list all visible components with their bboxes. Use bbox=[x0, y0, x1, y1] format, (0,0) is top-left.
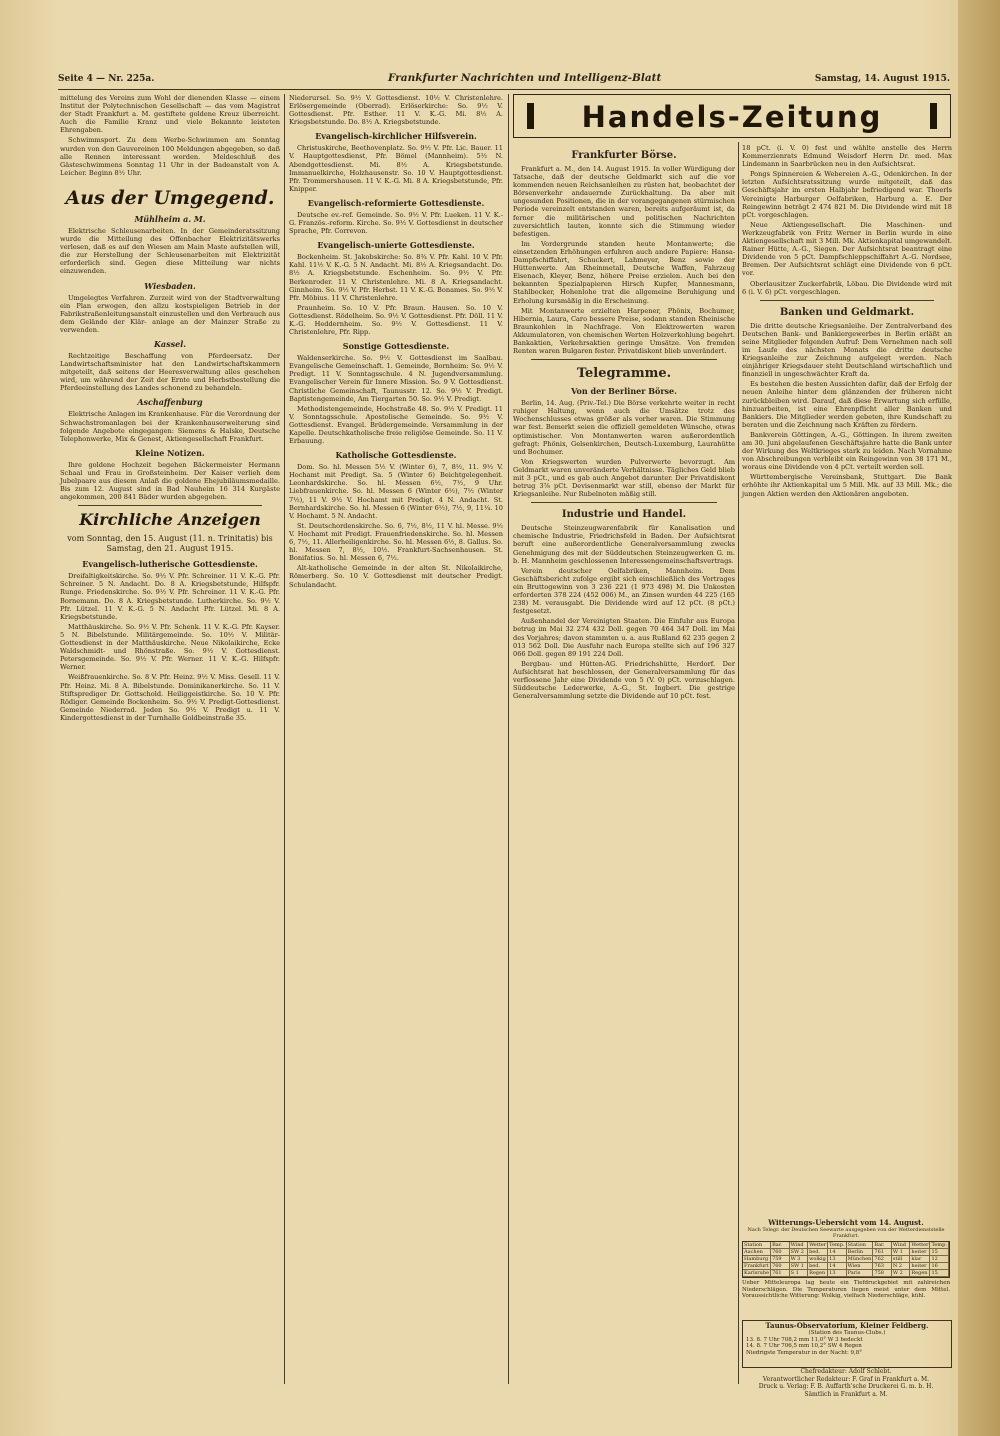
page-edge-shadow bbox=[958, 0, 1000, 1436]
weather-cell: 761 bbox=[873, 1249, 892, 1256]
article-text: Elektrische Anlagen im Krankenhause. Für die Verordnung der Schwachstromanlagen bei der Krankenhauserweiterung sind folgende Angebote eingegangen: Siemens & Halske, Deutsche Telephonwerke, Mix & Genest, Aktiengesellschaft Frankfurt. bbox=[60, 410, 280, 443]
imprint-line: Chefredakteur: Adolf Schlebt. bbox=[800, 1368, 892, 1375]
weather-cell: bed. bbox=[808, 1263, 828, 1270]
observatory-row: 14. 8. 7 Uhr 706,5 mm 10,2° SW 4 Regen bbox=[746, 1343, 862, 1349]
column-2 bbox=[289, 94, 503, 1384]
weather-cell: Karlsruhe bbox=[744, 1270, 770, 1276]
article-text: St. Deutschordenskirche. So. 6, 7½, 8½, 11 V. hl. Messe. 9½ V. Hochamt mit Predigt. Frauenfriedenskirche. So. hl. Messen 6, 7½, 11. Allerheiligenkirche. So. hl. Messen 6½, 8. Gallus. So. hl. Messen 7, 8½, 10½. Frankfurt-Sachsenhausen. St. Bonifatius. So. hl. Messen 6, 7½. bbox=[289, 521, 503, 563]
place-heading: Aschaffenburg bbox=[137, 397, 203, 408]
article-text: Matthäuskirche. So. 9½ V. Pfr. Schenk. 11 V. K.-G. Pfr. Kayser. 5 N. Bibelstunde. Militärgemeinde. So. 10½ V. Militär-Gottesdienst in der Matthäuskirche. Neue Nikolaikirche, Ecke Waldschmidt- und Rhönstraße. So. 9½ V. Gottesdienst. Petersgemeinde. So. 9½ V. Pfr. Werner. 11 V. K.-G. Hilfspfr. Werner. bbox=[60, 622, 280, 672]
header-rule bbox=[58, 89, 950, 90]
article-text: Praunheim. So. 10 V. Pfr. Braun. Hausen. So. 10 V. Gottesdienst. Rödelheim. So. 9½ V. Gottesdienst. Pfr. Döll. 11 V. K.-G. Heddernheim. So. 9½ V. Gottesdienst. 11 V. Christenlehre, Pfr. Ripp. bbox=[289, 303, 503, 337]
weather-header-cell: Station bbox=[743, 1242, 771, 1249]
weather-cell: 760 bbox=[771, 1249, 790, 1256]
weather-cell: 13 bbox=[828, 1270, 847, 1277]
weather-header-cell: Temp. bbox=[930, 1242, 949, 1249]
page-header bbox=[58, 70, 950, 88]
subheading: Frankfurter Börse. bbox=[571, 150, 677, 161]
subheading: Evangelisch-lutherische Gottesdienste. bbox=[82, 559, 258, 570]
page-number: Seite 4 — Nr. 225a. bbox=[58, 74, 155, 84]
observatory-subtitle: (Station des Taunus-Clubs.) bbox=[808, 1330, 886, 1336]
article-text: mittelung des Vereins zum Wohl der dienenden Klasse — einem Institut der Polytechnischen Gesellschaft — das vom Magistrat der Stadt Frankfurt a. M. gestiftete goldene Kreuz überreicht. Auch die Familie Kranz und viele Bekannte leisteten Ehrengaben. bbox=[60, 94, 280, 135]
observatory-box bbox=[742, 1320, 952, 1368]
imprint bbox=[742, 1368, 950, 1398]
observatory-row: 13. 8. 7 Uhr 708,2 mm 11,0° W 3 bedeckt bbox=[746, 1336, 863, 1343]
weather-cell: SW 1 bbox=[790, 1263, 809, 1270]
weather-cell: Aachen bbox=[743, 1249, 771, 1256]
weather-report bbox=[742, 1218, 950, 1318]
subheading: Banken und Geldmarkt. bbox=[779, 306, 915, 318]
article-text: Die dritte deutsche Kriegsanleihe. Der Zentralverband des Deutschen Bank- und Bankiergewerbes in Berlin erläßt an seine Mitglieder folgenden Aufruf: Dem Vernehmen nach soll im Laufe des nächsten Monats die dritte deutsche Kriegsanleihe zur Zeichnung aufgelegt werden. Nach einjähriger Kriegsdauer steht Deutschland wirtschaftlich und finanziell in ungeschwächter Kraft da. bbox=[742, 321, 952, 379]
weather-cell: 15 bbox=[930, 1270, 949, 1277]
weather-cell: 758 bbox=[873, 1270, 892, 1277]
article-text: Waldenserkirche. So. 9½ V. Gottesdienst im Saalbau. Evangelische Gemeinschaft. 1. Gemeinde, Bornheim: So. 9½ V. Predigt. 11 V. Sonntagsschule. 4 N. Jugendversammlung. Evangelischer Verein für Innere Mission. So. 9 V. Gottesdienst. Christliche Gemeinschaft, Taunusstr. 12. So. 9½ V. Predigt. Baptistengemeinde, Am Tiergarten 50. So. 9½ V. Predigt. bbox=[289, 354, 503, 403]
subheading: Industrie und Handel. bbox=[561, 509, 687, 521]
newspaper-title: Frankfurter Nachrichten und Intelligenz-Blatt bbox=[388, 72, 662, 84]
subheading: Evangelisch-reformierte Gottesdienste. bbox=[307, 197, 485, 208]
article-text: Bockenheim. St. Jakobskirche: So. 8¾ V. Pfr. Kahl. 10 V. Pfr. Kahl. 11½ V. K.-G. 5 N. Andacht. Mi. 8½ A. Kriegsandacht. Do. 8½ A. Kriegsbetstunde. Eschenheim. So. 9½ V. Pfr. Berkenroder. 11 V. Christenlehre. Mi. 8 A. Kriegsandacht. Ginnheim. So. 9½ V. Pfr. Herbst. 11 V. K.-G. Bonames. So. 9½ V. Pfr. Möbius. 11 V. Christenlehre. bbox=[289, 253, 503, 302]
weather-cell: 16 bbox=[930, 1263, 949, 1270]
article-text: Außenhandel der Vereinigten Staaten. Die Einfuhr aus Europa betrug im Mai 32 274 432 Doll. gegen 70 464 347 Doll. im Mai des Vorjahres; davon stammten u. a. aus Rußland 62 235 gegen 2 013 562 Doll. Die Ausfuhr nach Europa stellte sich auf 196 327 066 Doll. gegen 89 191 224 Doll. bbox=[513, 617, 735, 658]
weather-header-cell: Wetter bbox=[911, 1242, 929, 1248]
article-text: Weißfrauenkirche. So. 8 V. Pfr. Heinz. 9½ V. Miss. Gesell. 11 V. Pfr. Heinz. Mi. 8 A. Bibelstunde. Dominikanerkirche. So. 11 V. Stiftsprediger Dr. Gottschold. Heiliggeistkirche. So. 10 V. Pfr. Rödiger. Gemeinde Bockenheim. So. 9½ V. Predigt-Gottesdienst. Gemeinde Niederrad. Jeden So. 9½ V. Predigt u. 11 V. Kindergottesdienst in der Turnhalle Goldbeinstraße 35. bbox=[60, 673, 280, 722]
divider bbox=[78, 505, 262, 506]
section-heading: Kirchliche Anzeigen bbox=[79, 510, 261, 530]
weather-cell: 12 bbox=[930, 1256, 949, 1263]
weather-cell: bed. bbox=[808, 1249, 828, 1256]
article-text: Im Vordergrunde standen heute Montanwerte; die einsetzenden Erhöhungen erfuhren auch andere Papiere: Hansa-Dampfschiffahrt, Schuckert, Lahmeyer, Benz sowie der Hüttenwerte. Am Rheinmetall, Deutsche Waffen, Fahrzeug Eisenach, Kleyer, Benz, höhere Preise erzielen. Auch bei den bekannten Spezialpapieren Hirsch Kupfer, Mannesmann, Stahlbocker, Hohenlohe trat die allgemeine Beruhigung und Erholung kursmäßig in die Erscheinung. bbox=[513, 239, 735, 305]
weather-cell: 14 bbox=[828, 1249, 847, 1256]
article-text: Verein deutscher Oelfabriken, Mannheim. Dem Geschäftsbericht zufolge ergibt sich einschließlich des Vortrages ein Bruttogewinn von 3 236 221 (1 973 498) M. Die Unkosten erforderten 378 224 (452 006) M., an Zinsen wurden 44 225 (165 238) M. verausgabt. Die Dividende wird auf 12 pCt. (8 pCt.) festgesetzt. bbox=[513, 566, 735, 616]
banner-bar-right bbox=[930, 103, 937, 129]
weather-cell: wolkig bbox=[808, 1256, 828, 1263]
date-range: vom Sonntag, den 15. August (11. n. Trinitatis) bis Samstag, den 21. August 1915. bbox=[67, 534, 273, 554]
weather-cell: München bbox=[847, 1256, 872, 1262]
imprint-line: Sämtlich in Frankfurt a. M. bbox=[804, 1390, 888, 1398]
article-text: Dreifaltigkeitskirche. So. 9½ V. Pfr. Schreiner. 11 V. K.-G. Pfr. Schreiner. 5 N. Andacht. Do. 8 A. Kriegsbetstunde, Hilfspfr. Runge. Friedenskirche. So. 9½ V. Pfr. Schreiner. 11 V. K.-G. Pfr. Bornemann. Do. 8 A. Kriegsbetstunde. Lutherkirche. So. 9½ V. Pfr. Lützel. 11 V. K.-G. 5 N. Andacht Pfr. Lützel. Mi. 8 A. Kriegsbetstunde. bbox=[60, 572, 280, 621]
article-text: Neue Aktiengesellschaft. Die Maschinen- und Werkzeugfabrik von Fritz Werner in Berlin wurde in eine Aktiengesellschaft mit 3 Mill. Mk. Aktienkapital umgewandelt. Rainer Hütte, A.-G., Siegen. Der Aufsichtsrat beantragt eine Dividende von 5 pCt. Dampfschleppschiffahrt A.-G. Nordsee, Bremen. Der Aufsichtsrat schlägt eine Dividende von 6 pCt. vor. bbox=[742, 220, 952, 278]
weather-cell: Hamburg bbox=[743, 1256, 771, 1263]
weather-cell: 15 bbox=[930, 1249, 949, 1256]
weather-cell: N 2 bbox=[892, 1263, 911, 1270]
weather-header-cell: Station bbox=[847, 1242, 874, 1249]
subheading: Kleine Notizen. bbox=[135, 447, 205, 458]
column-4 bbox=[742, 144, 952, 1214]
divider bbox=[760, 300, 934, 301]
column-rule-3 bbox=[738, 142, 739, 1384]
place-heading: Kassel. bbox=[153, 338, 187, 349]
weather-header-cell: Temp. bbox=[828, 1242, 847, 1249]
weather-cell: heiter bbox=[910, 1249, 930, 1256]
weather-subtitle: Nach Telegr. der Deutschen Seewarte ausgegeben von der Wetterdienststelle Frankfurt. bbox=[747, 1227, 945, 1239]
place-heading: Wiesbaden. bbox=[144, 280, 196, 291]
weather-header-cell: Wetter bbox=[809, 1242, 827, 1248]
banner-title: Handels-Zeitung bbox=[581, 100, 883, 134]
divider bbox=[531, 502, 717, 503]
weather-header-cell: Bar. bbox=[771, 1242, 790, 1249]
observatory-row: Niedrigste Temperatur in der Nacht: 9,8° bbox=[746, 1349, 863, 1356]
section-banner bbox=[513, 94, 951, 138]
weather-cell: SW 2 bbox=[790, 1249, 809, 1256]
subheading: Evangelisch-unierte Gottesdienste. bbox=[317, 240, 475, 251]
weather-cell: Wien bbox=[847, 1263, 874, 1270]
article-text: Mit Montanwerte erzielten Harpener, Phönix, Bochumer, Hibernia, Laura, Caro bessere Preise, sodann standen Rheinische Braunkohlen in Nachfrage. Von Elektrowerten waren Akkumulatoren, von chemischen Werten Holzverkohlung begehrt. Bankaktien, Verkehrsaktien geringe Umsätze. Von fremden Renten waren Bulgaren fester. Privatdiskont blieb unverändert. bbox=[513, 306, 735, 356]
weather-cell: Paris bbox=[847, 1270, 874, 1277]
article-text: Rechtzeitige Beschaffung von Pferdeersatz. Der Landwirtschaftsminister hat den Landwirtschaftskammern mitgeteilt, daß seitens der Heeresverwaltung alles geschehen wird, um während der Zeit der Ernte und Herbstbestellung die Pferdeeinstellung des Landes schonend zu behandeln. bbox=[60, 351, 280, 393]
imprint-line: Verantwortlicher Redakteur: F. Graf in Frankfurt a. M. bbox=[762, 1375, 930, 1383]
article-text: Methodistengemeinde, Hochstraße 48. So. 9½ V. Predigt. 11 V. Sonntagsschule. Apostolische Gemeinde. So. 9½ V. Gottesdienst. Evangel. Brüdergemeinde. Versammlung in der Kapelle. Deutschkatholische freie religiöse Gemeinde. So. 11 V. Erbauung. bbox=[289, 404, 503, 446]
weather-cell: 14 bbox=[828, 1263, 847, 1270]
article-text: Bergbau- und Hütten-AG. Friedrichshütte, Herdorf. Der Aufsichtsrat hat beschlossen, der Generalversammlung für das verflossene Jahr eine Dividende von 5 (V. 0) pCt. vorzuschlagen. Süddeutsche Lederwerke, A.-G., St. Ingbert. Die gestrige Generalversammlung setzte die Dividende auf 10 pCt. fest. bbox=[513, 659, 735, 701]
article-text: Frankfurt a. M., den 14. August 1915. In voller Würdigung der Tatsache, daß der deutsche Geldmarkt sich auf die vor kommenden neuen Reichsanleihen zu rüsten hat, beobachtet der Börsenverkehr andauernde Zurückhaltung. Da aber mit ungesunden Positionen, die in der vorangegangenen stürmischen Periode vereinzelt entstanden waren, bereits aufgeräumt ist, da ferner die militärischen und politischen Nachrichten zuversichtlich lauten, konnte sich die Stimmung wieder befestigen. bbox=[513, 165, 735, 238]
weather-cell: 763 bbox=[873, 1263, 892, 1270]
subheading: Sonstige Gottesdienste. bbox=[342, 341, 450, 352]
column-rule-2 bbox=[508, 94, 509, 1384]
article-text: Alt-katholische Gemeinde in der alten St. Nikolaikirche, Römerberg. So. 10 V. Gottesdienst mit deutscher Predigt. Schulandacht. bbox=[289, 564, 503, 589]
article-text: 18 pCt. (i. V. 0) fest und wählte anstelle des Herrn Kommerzienrats Edmund Weisdorf Herrn Dr. med. Max Lindemann in Saarbrücken neu in den Aufsichtsrat. bbox=[742, 144, 952, 169]
article-text: Dom. So. hl. Messen 5½ V. (Winter 6), 7, 8½, 11. 9½ V. Hochamt mit Predigt. Sa. 5 (Winter 6) Beichtgelegenheit. Leonhardskirche. So. hl. Messen 6½, 7½, 9 Uhr. Liebfrauenkirche. So. hl. Messen 6 (Winter 6½), 7½ (Winter 7½), 11 V. 9½ V. Hochamt mit Predigt. 4 N. Andacht. St. Bernhardskirche. So. hl. Messen 6 (Winter 6½), 7½, 9, 11¼. 10 V. Hochamt. 5 N. Andacht. bbox=[289, 463, 503, 520]
section-heading: Aus der Umgegend. bbox=[65, 186, 275, 209]
article-text: Pongs Spinnereien & Webereien A.-G., Odenkirchen. In der letzten Aufsichtsratssitzung wurde mitgeteilt, daß das Geschäftsjahr im ersten Halbjahr befriedigend war. Thoerls Vereinigte Harburger Oelfabriken, Harburg a. E. Der Reingewinn beträgt 2 474 821 M. Die Dividende wird mit 18 pCt. vorgeschlagen. bbox=[742, 170, 952, 219]
weather-cell: Berlin bbox=[847, 1249, 874, 1256]
article-text: Württembergische Vereinsbank, Stuttgart. Die Bank erhöhte ihr Aktienkapital um 5 Mill. Mk. auf 33 Mill. Mk.; die jungen Aktien werden den Aktionären angeboten. bbox=[742, 473, 952, 498]
subheading: Evangelisch-kirchlicher Hilfsverein. bbox=[315, 131, 477, 142]
weather-text: Ueber Mitteleuropa lag heute ein Tiefdruckgebiet mit zahlreichen Niederschlägen. Die Temperaturen liegen meist unter dem Mittel. Voraussichtliche Witterung: Wolkig, vielfach Niederschläge, kühl. bbox=[742, 1280, 950, 1299]
issue-date: Samstag, 14. August 1915. bbox=[814, 74, 950, 84]
column-rule-1 bbox=[284, 94, 285, 1384]
weather-cell: 759 bbox=[771, 1256, 790, 1263]
article-text: Christuskirche, Beethovenplatz. So. 9½ V. Pfr. Lic. Bauer. 11 V. Hauptgottesdienst, Pfr. Bömel (Mannheim). 5½ N. Abendgottesdienst. Mi. 8½ A. Kriegsbetstunde. Immanuelkirche, Holzhausenstr. So. 10 V. Hauptgottesdienst. Pfr. Trommershausen. 11 V. K.-G. Mi. 8 A. Kriegsbetstunde, Pfr. Knipper. bbox=[289, 144, 503, 193]
weather-cell: 760 bbox=[771, 1263, 790, 1270]
weather-cell: 761 bbox=[771, 1270, 790, 1277]
weather-cell: 13 bbox=[828, 1256, 847, 1263]
subheading: Katholische Gottesdienste. bbox=[335, 450, 457, 461]
weather-header-cell: Bar. bbox=[873, 1242, 892, 1249]
column-3 bbox=[513, 144, 735, 1384]
weather-cell: W 2 bbox=[892, 1270, 911, 1277]
weather-cell: W 3 bbox=[790, 1256, 809, 1263]
article-text: Umgelegtes Verfahren. Zurzeit wird von der Stadtverwaltung ein Plan erwogen, den allzu kostspieligen Betrieb in der Fabrikstraßenleitungsanstalt einzustellen und den Verbrauch aus dem Gelände der Klär- anlage an der Mainzer Straße zu verwenden. bbox=[60, 293, 280, 334]
column-1 bbox=[60, 94, 280, 1384]
subheading: Telegramme. bbox=[576, 366, 672, 382]
weather-header-cell: Wind bbox=[790, 1242, 809, 1249]
subheading: Von der Berliner Börse. bbox=[571, 386, 677, 397]
weather-cell: Regen bbox=[910, 1270, 930, 1277]
weather-cell: heiter bbox=[910, 1263, 930, 1270]
weather-cell: S 1 bbox=[790, 1270, 809, 1277]
weather-header-cell: Wind bbox=[892, 1242, 911, 1249]
article-text: Bankverein Göttingen, A.-G., Göttingen. In ihrem zweiten am 30. Juni abgelaufenen Geschäftsjahre hatte die Bank unter der Wirkung des Weltkrieges stark zu leiden. Nach Vornahme von Abschreibungen verbleibt ein Reingewinn von 38 171 M., woraus eine Dividende von 4 pCt. verteilt werden soll. bbox=[742, 430, 952, 472]
weather-cell: still bbox=[892, 1256, 911, 1263]
weather-cell: Frankfurt bbox=[743, 1263, 771, 1270]
weather-cell: W 1 bbox=[892, 1249, 911, 1256]
weather-cell: Regen bbox=[808, 1270, 828, 1277]
observatory-title: Taunus-Observatorium, Kleiner Feldberg. bbox=[765, 1321, 929, 1330]
article-text: Von Kriegswerten wurden Pulverwerte bevorzugt. Am Geldmarkt waren unveränderte Verhältnisse. Tägliches Geld blieb mit 3 pCt., und es gab auch Angebot darunter. Der Privatdiskont betrug 3⅞ pCt. Devisenmarkt war still, ebenso der Markt für Kriegsanleihe. Nur Rubelnoten mäßig still. bbox=[513, 457, 735, 499]
weather-title: Witterungs-Uebersicht vom 14. August. bbox=[768, 1218, 924, 1227]
article-text: Elektrische Schleusenarbeiten. In der Gemeinderatssitzung wurde die Mitteilung des Offenbacher Elektrizitätswerks verlesen, daß es auf den Wiesen am Main Maste aufstellen will, die zur Herstellung der Schleusenarbeiten mit Elektrizität erforderlich sind. Gegen diese Mitteilung war nichts einzuwenden. bbox=[60, 226, 280, 276]
imprint-line: Druck u. Verlag: F. B. Auffarth'sche Druckerei G. m. b. H. bbox=[758, 1383, 934, 1390]
article-text: Deutsche ev.-ref. Gemeinde. So. 9½ V. Pfr. Lueken. 11 V. K.-G. Französ.-reform. Kirche. So. 9½ V. Gottesdienst in deutscher Sprache, Pfr. Correvon. bbox=[289, 210, 503, 236]
article-text: Es bestehen die besten Aussichten dafür, daß der Erfolg der neuen Anleihe hinter dem glänzenden der früheren nicht zurückbleiben wird. Darauf, daß diese Erwartung sich erfülle, hinzuarbeiten, ist eine Ehrenpflicht aller Banken und Bankiers. Die Mitglieder werden gebeten, ihre Kundschaft zu beraten und die Zeichnung nach Kräften zu fördern. bbox=[742, 380, 952, 429]
article-text: Deutsche Steinzeugwarenfabrik für Kanalisation und chemische Industrie, Friedrichsfeld in Baden. Der Aufsichtsrat beruft eine außerordentliche Generalversammlung zwecks Genehmigung des mit der Süddeutschen Steinzeugwerken G. m. b. H. Mannheim geschlossenen Interessengemeinschaftsvertrags. bbox=[513, 524, 735, 565]
article-text: Oberlausitzer Zuckerfabrik, Löbau. Die Dividende wird mit 6 (i. V. 6) pCt. vorgeschlagen. bbox=[742, 279, 952, 296]
article-text: Niederursel. So. 9½ V. Gottesdienst. 10½ V. Christenlehre. Erlösergemeinde (Oberrad). Erlöserkirche: So. 9½ V. Gottesdienst. Pfr. Esther. 11 V. K.-G. Mi. 8½ A. Kriegsbetstunde. Do. 8½ A. Kriegsbetstunde. bbox=[289, 94, 503, 127]
article-text: Berlin, 14. Aug. (Priv.-Tel.) Die Börse verkehrte weiter in recht ruhiger Haltung, wenn auch die Umsätze trotz des Wochenschlusses etwas größer als vorher waren. Die Stimmung war fest. Bemerkt seien die offiziell gemeldeten Wünsche, etwas optimistischer. Von Montanwerten waren außerordentlich gefragt: Phönix, Gelsenkirchen, Deutsch-Luxemburg, Laurahütte und Bochumer. bbox=[513, 399, 735, 456]
weather-table bbox=[742, 1241, 950, 1278]
divider bbox=[531, 359, 717, 360]
article-text: Schwimmsport. Zu dem Werbe-Schwimmen am Sonntag wurden von den Gauvereinen 100 Meldungen abgegeben, so daß alle Rennen interessant werden. Meldeschluß des Gästeschwimmens Sonntag 11 Uhr in der Badeanstalt von A. Leicher. Beginn 8½ Uhr. bbox=[60, 136, 280, 177]
place-heading: Mühlheim a. M. bbox=[134, 213, 206, 224]
weather-cell: klar bbox=[910, 1256, 930, 1263]
article-text: Ihre goldene Hochzeit begehen Bäckermeister Hermann Schaal und Frau in Großsteinheim. Der Kaiser verlieh dem Jubelpaare aus diesem Anlaß die goldene Ehejubiläumsmedaille. Bis zum 12. August sind in Bad Nauheim 16 314 Kurgäste angekommen, 200 841 Bäder wurden abgegeben. bbox=[60, 460, 280, 502]
weather-cell: 762 bbox=[873, 1256, 892, 1263]
